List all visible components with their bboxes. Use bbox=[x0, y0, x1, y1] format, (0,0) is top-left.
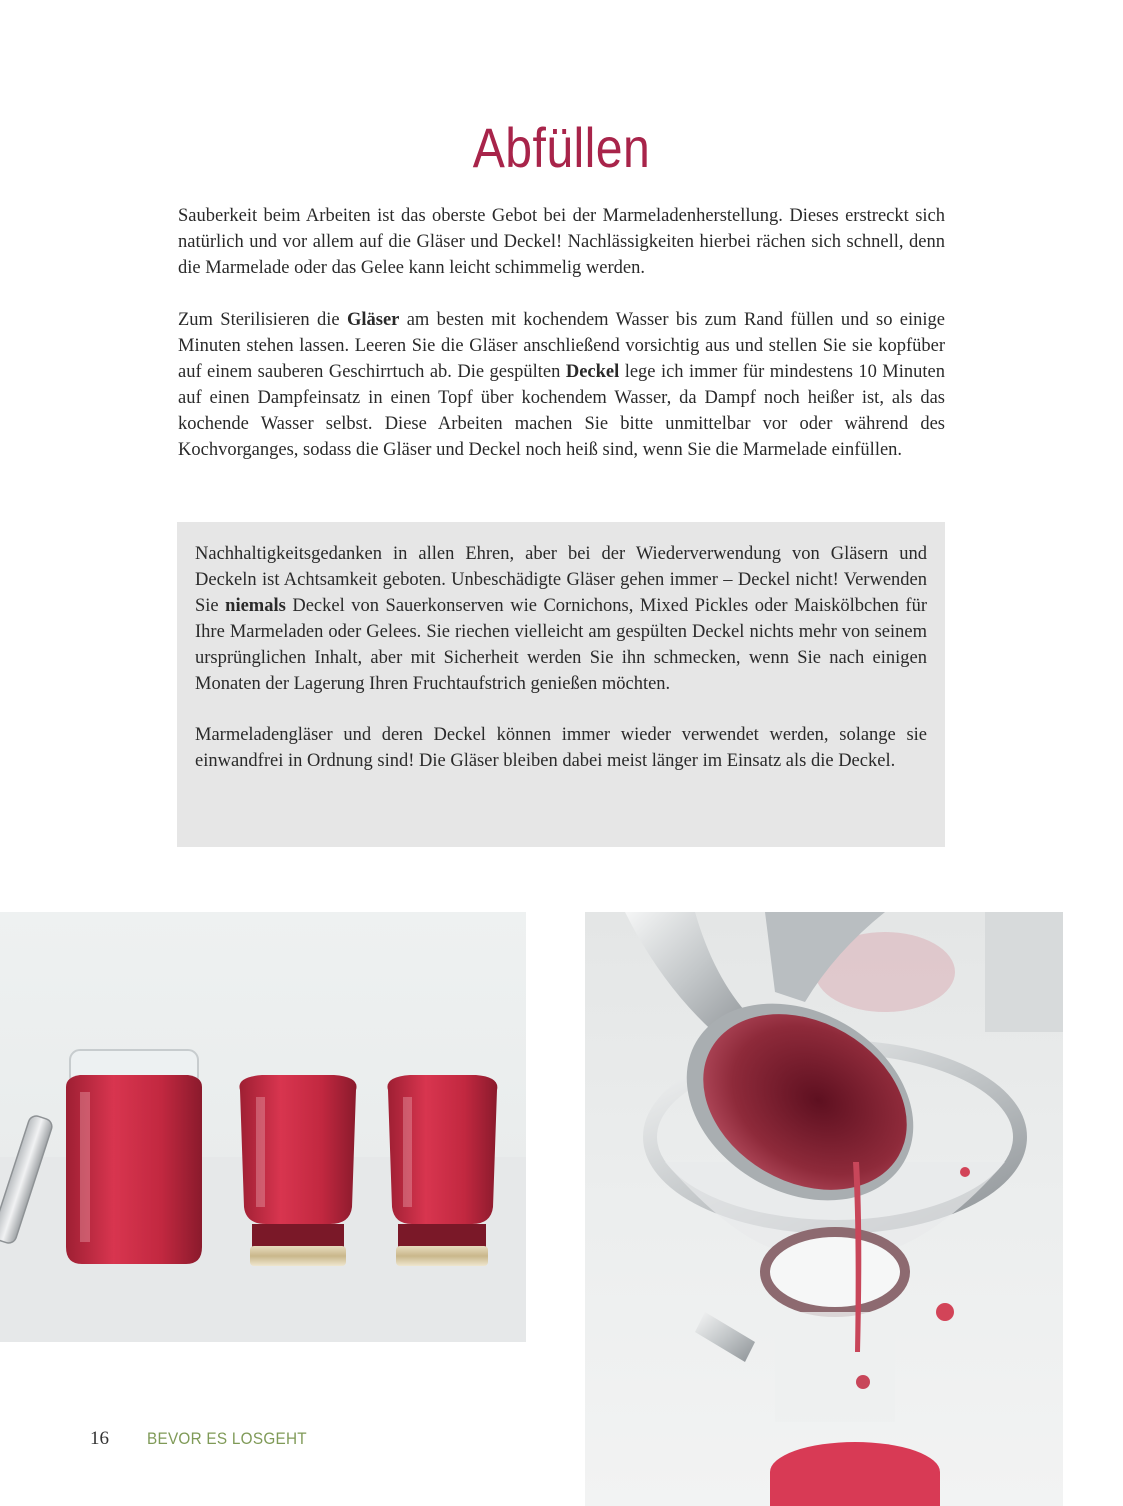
info-paragraph-1 bbox=[195, 541, 927, 697]
page-title: Abfüllen bbox=[472, 116, 651, 179]
info-box bbox=[177, 522, 945, 847]
info-paragraph-2: Marmeladengläser und deren Deckel können immer wieder verwendet werden, solange sie einwandfrei in Ordnung sind! Die Gläser bleiben dabei meist länger im Einsatz als die Deckel. bbox=[195, 725, 927, 771]
jam-jars-illustration bbox=[0, 912, 526, 1342]
sterilize-paragraph bbox=[178, 307, 945, 463]
jam-jar-inverted-1 bbox=[239, 1075, 356, 1266]
text-run: lege ich immer für mindestens 10 Minuten auf einen Dampfeinsatz in einen Topf über kochendem Wasser, da Dampf noch heißer ist, als das kochende Wasser selbst. Diese Arbeiten machen Sie bitte unmittelbar vor oder während des Kochvorganges, sodass die Gläser und Deckel noch heiß sind, wenn Sie die Marmelade einfüllen. bbox=[178, 362, 945, 460]
section-title: BEVOR ES LOSGEHT bbox=[147, 1429, 307, 1448]
text-run: am besten mit kochendem Wasser bis zum Rand füllen und so einige Minuten stehen lassen. Leeren Sie die Gläser anschließend vorsichtig aus und stellen Sie sie kopfüber auf einem sauberen Geschirrtuch ab. Die gespülten bbox=[178, 310, 945, 382]
bold-term-glasses: Gläser bbox=[346, 310, 400, 330]
bold-term-never: niemals bbox=[225, 596, 286, 616]
bold-term-lids: Deckel bbox=[565, 362, 620, 382]
page-number: 16 bbox=[90, 1428, 109, 1449]
jam-jars-photo bbox=[0, 912, 526, 1342]
jam-jar-open bbox=[66, 1050, 202, 1264]
jam-jar-inverted-2 bbox=[387, 1075, 497, 1266]
text-run: Nachhaltigkeitsgedanken in allen Ehren, aber bei der Wiederverwendung von Gläsern und Deckeln ist Achtsamkeit geboten. Unbeschädigte Gläser gehen immer – Deckel nicht! Verwenden Sie bbox=[195, 544, 927, 616]
text-run: Deckel von Sauerkonserven wie Cornichons, Mixed Pickles oder Maiskölbchen für Ihre Marmeladen oder Gelees. Sie riechen vielleicht am gespülten Deckel nichts mehr von seinem ursprünglichen Inhalt, aber mit Sicherheit werden Sie ihn schmecken, wenn Sie nach einigen Monaten der Lagerung Ihren Fruchtaufstrich genießen möchten. bbox=[195, 596, 928, 694]
funnel-pouring-photo bbox=[585, 912, 1063, 1506]
intro-paragraph: Sauberkeit beim Arbeiten ist das oberste Gebot bei der Marmeladenherstellung. Dieses erstreckt sich natürlich und vor allem auf die Gläser und Deckel! Nachlässigkeiten hierbei rächen sich schnell, denn die Marmelade oder das Gelee kann leicht schimmelig werden. bbox=[178, 206, 945, 278]
funnel-pouring-illustration bbox=[585, 912, 1063, 1506]
text-run: Zum Sterilisieren die bbox=[178, 310, 347, 330]
